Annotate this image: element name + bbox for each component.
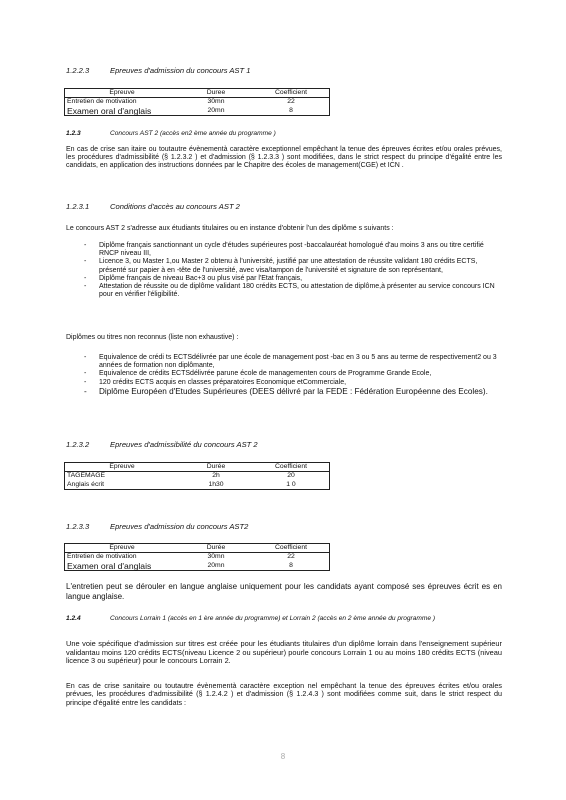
cell-epreuve: Entretien de motivation [67,553,137,561]
table-row [65,472,330,481]
cell-coefficient: 1 0 [286,480,296,488]
header-epreuve: Epreuve [65,89,180,98]
header-coefficient: Coefficient [253,89,330,98]
list-item: - Attestation de réussite ou de diplôme validant 180 crédits ECTS, ou attestation de diplôme,à présenter au service concours ICN pour en vérifier l'éligibilité. [66,283,502,299]
table-header-row [65,463,330,472]
section-heading-1-2-3-1 [66,202,502,211]
cell-duree: 20mn [207,106,225,114]
list-item: - Equivalence de crédits ECTSdélivrée parune école de managementen cours de Programme Grande Ecole, [66,370,502,378]
list-item: - Diplôme français de niveau Bac+3 ou plus visé par l'Etat français, [66,275,502,283]
cell-duree: 1h30 [208,480,224,488]
admissibility-table-ast2 [64,462,330,490]
header-duree: Durée [179,544,253,553]
list-item: - Diplôme Européen d'Etudes Supérieures (DEES délivré par la FEDE : Fédération Européenne des Ecoles). [66,387,502,396]
section-title: Concours Lorrain 1 (accès en 1 ère année du programme) et Lorrain 2 (accès en 2 ème année du programme ) [110,615,436,622]
section-title: Conditions d'accès au concours AST 2 [110,202,240,211]
cell-epreuve: Examen oral d'anglais [67,560,152,571]
header-epreuve: Epreuve [65,463,180,472]
page-number: 8 [280,752,286,761]
cell-duree: 30mn [207,98,225,106]
cell-coefficient: 22 [287,98,295,106]
section-heading-1-2-3-2 [66,440,502,449]
cell-coefficient: 20 [287,472,295,480]
header-coefficient: Coefficient [253,544,330,553]
section-number: 1.2.2.3 [66,66,90,75]
section-title: Epreuves d'admission du concours AST2 [110,522,249,531]
section-number: 1.2.3.2 [66,440,90,449]
section-heading-1-2-3-3 [66,522,502,531]
paragraph-crise-ast2: En cas de crise san itaire ou toutautre évènementà caractère exceptionnel empêchant la tenue des épreuves écrites et/ou orales prévues, les procédures d'admissibilité (§ 1.2.3.2 ) et d'admission (§ 1.2.3.3 ) sont modifiées, dans le strict respect du principe d'égalité entre les candidats, en application des instructions données par le Chapitre des écoles de management(CGE) et ICN . [66,146,502,170]
paragraph-crise-lorrain: En cas de crise sanitaire ou toutautre évènementà caractère exception nel empêchant la tenue des épreuves écrites et/ou orales prévues, les procédures d'admissibilité (§ 1.2.4.2 ) et d'admission (§ 1.2.4.3 ) sont modifiées comme suit, dans le strict respect du principe d'égalité entre les candidats : [66,681,502,707]
table-row [65,107,330,116]
header-duree: Duree [179,89,253,98]
section-heading-1-2-3 [66,130,502,137]
paragraph-non-reconnus: Diplômes ou titres non reconnus (liste non exhaustive) : [66,334,239,341]
cell-epreuve: Anglais écrit [67,480,105,488]
cell-duree: 30mn [207,553,225,561]
cell-coefficient: 8 [289,106,293,114]
admission-table-ast1 [64,88,330,116]
section-heading-1-2-4 [66,614,502,623]
table-header-row [65,89,330,98]
cell-duree: 20mn [207,561,225,569]
list-diplomes-non-reconnus [66,354,502,396]
table-row [65,562,330,571]
list-item: - Diplôme français sanctionnant un cycle d'études supérieures post -baccalauréat homologué d'au moins 3 ans ou titre certifié RNCP niveau III, [66,242,502,258]
paragraph-voie-lorraine: Une voie spécifique d'admission sur titres est créée pour les étudiants titulaires d'un diplôme lorrain dans l'enseignement supérieur validantau moins 120 crédits ECTS(niveau Licence 2 ou supérieur) pourle concours Lorrain 1 ou au moins 180 crédits ECTS (niveau licence 3 ou supérieur) pour le concours Lorrain 2. [66,639,502,666]
list-item: - Equivalence de crédi ts ECTSdélivrée par une école de management post -bac en 3 ou 5 ans au terme de respectivement2 ou 3 années de formation non diplômante, [66,354,502,370]
paragraph-conditions: Le concours AST 2 s'adresse aux étudiants titulaires ou en instance d'obtenir l'un des diplôme s suivants : [66,225,394,232]
section-title: Concours AST 2 (accès en2 ème année du programme ) [110,130,276,137]
section-title: Epreuves d'admission du concours AST 1 [110,66,251,75]
table-row [65,481,330,490]
list-item: - 120 crédits ECTS acquis en classes préparatoires Economique etCommerciale, [66,379,502,387]
admission-table-ast2 [64,543,330,571]
cell-epreuve: Examen oral d'anglais [67,105,152,116]
paragraph-entretien-anglais: L'entretien peut se dérouler en langue anglaise uniquement pour les candidats ayant composé ses épreuves écrit es en langue anglaise. [66,582,502,601]
cell-coefficient: 22 [287,553,295,561]
cell-epreuve: Entretien de motivation [67,98,137,106]
section-heading-1-2-2-3 [66,66,502,75]
section-number: 1.2.3.3 [66,522,90,531]
cell-duree: 2h [212,472,220,480]
section-title: Epreuves d'admissibilité du concours AST 2 [110,440,258,449]
section-number: 1.2.3 [66,130,81,137]
header-coefficient: Coefficient [253,463,330,472]
header-duree: Durée [179,463,253,472]
list-item: - Licence 3, ou Master 1,ou Master 2 obtenu à l'université, justifié par une attestation de réussite validant 180 crédits ECTS, présenté sur papier à en -tête de l'université, avec visa/tampon de l'université et signature de son représentant, [66,258,502,274]
list-diplomes-acceptes [66,242,502,299]
cell-epreuve: TAGEMAGE [67,472,106,480]
section-number: 1.2.4 [66,615,81,622]
section-number: 1.2.3.1 [66,202,90,211]
cell-coefficient: 8 [289,561,293,569]
table-header-row [65,544,330,553]
header-epreuve: Epreuve [65,544,180,553]
